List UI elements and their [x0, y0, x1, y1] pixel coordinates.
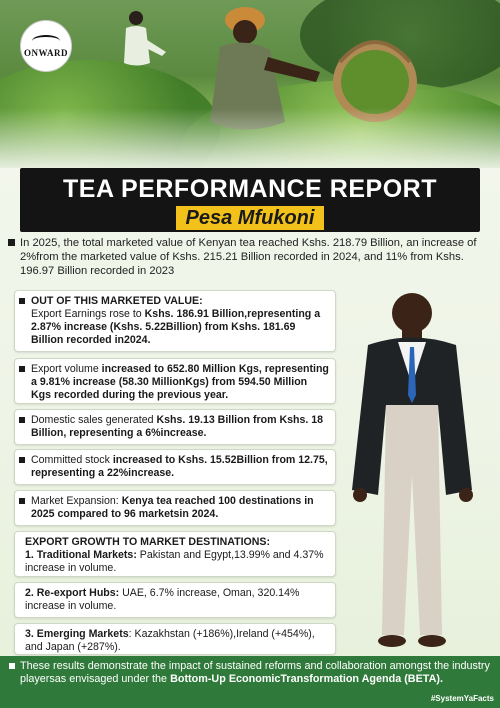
footer-text-bold: Bottom-Up EconomicTransformation Agenda (BETA). — [170, 673, 443, 685]
card-traditional-markets — [14, 531, 336, 577]
bullet-square-icon — [19, 417, 25, 423]
card-text: Market Expansion: — [31, 495, 122, 507]
card-text: : Kazakhstan (+186%),Ireland (+454%), and Japan (+287%). — [25, 628, 315, 653]
bullet-square-icon — [19, 498, 25, 504]
page-title: TEA PERFORMANCE REPORT — [63, 175, 437, 203]
card-text: Committed stock — [31, 454, 113, 466]
hashtag: #SystemYaFacts — [430, 694, 494, 703]
card-text-bold: Kshs. 19.13 Billion from Kshs. 18 Billion, representing a 6%increase. — [31, 414, 324, 439]
card-text-bold: Kenya tea reached 100 destinations in 2025 compared to 96 marketsin 2024. — [31, 495, 314, 520]
bullet-square-icon — [19, 457, 25, 463]
bullet-square-icon — [9, 663, 15, 669]
logo-text: ONWARD — [23, 47, 68, 58]
footer-text — [20, 660, 490, 686]
card-heading: OUT OF THIS MARKETED VALUE: — [31, 295, 203, 307]
man-in-suit-photo — [334, 285, 494, 665]
card-committed-stock — [14, 449, 336, 485]
bullet-square-icon — [19, 366, 25, 372]
card-reexport-hubs — [14, 582, 336, 618]
bullet-square-icon — [19, 298, 25, 304]
card-text-bold: increased to 652.80 Million Kgs, representing a 9.81% increase (58.30 MillionKgs) from 594.50 Million Kgs recorded during the previous year. — [31, 363, 329, 401]
hero-photo — [0, 0, 500, 168]
card-emerging-markets — [14, 623, 336, 655]
logo-arc — [32, 35, 60, 47]
hero-fade — [0, 108, 500, 168]
card-label: 3. Emerging Markets — [25, 628, 129, 640]
card-text-bold: Kshs. 186.91 Billion,representing a 2.87% increase (Kshs. 5.22Billion) from Kshs. 181.69 Billion recorded in2024. — [31, 308, 321, 346]
card-text: Pakistan and Egypt,13.99% and 4.37% increase in volume. — [25, 549, 324, 574]
card-marketed-value — [14, 290, 336, 352]
card-text: Domestic sales generated — [31, 414, 157, 426]
intro-paragraph — [8, 236, 488, 278]
tea-picker-background — [118, 8, 170, 78]
footer-text-plain: These results demonstrate the impact of sustained reforms and collaboration amongst the industry playersas envisaged under the — [20, 660, 490, 685]
title-banner — [20, 168, 480, 232]
card-text-bold: increased to Kshs. 15.52Billion from 12.75, representing a 22%increase. — [31, 454, 328, 479]
card-market-expansion — [14, 490, 336, 526]
card-export-volume — [14, 358, 336, 404]
card-domestic-sales — [14, 409, 336, 445]
card-label: 2. Re-export Hubs: — [25, 587, 120, 599]
card-text: Export Earnings rose to — [31, 308, 145, 320]
card-text: Export volume — [31, 363, 102, 375]
onward-logo — [20, 20, 72, 72]
card-heading: EXPORT GROWTH TO MARKET DESTINATIONS: — [25, 536, 271, 548]
footer-banner — [0, 656, 500, 708]
card-label: 1. Traditional Markets: — [25, 549, 137, 561]
intro-text: In 2025, the total marketed value of Kenyan tea reached Kshs. 218.79 Billion, an increase of 2%from the marketed value of Kshs. 215.21 Billion recorded in 2024, and 11% from Kshs. 196.97 Billion recorded in 2023 — [20, 237, 477, 277]
bullet-square-icon — [8, 239, 15, 246]
page-subtitle: Pesa Mfukoni — [176, 206, 325, 230]
card-text: UAE, 6.7% increase, Oman, 320.14% increase in volume. — [25, 587, 300, 612]
